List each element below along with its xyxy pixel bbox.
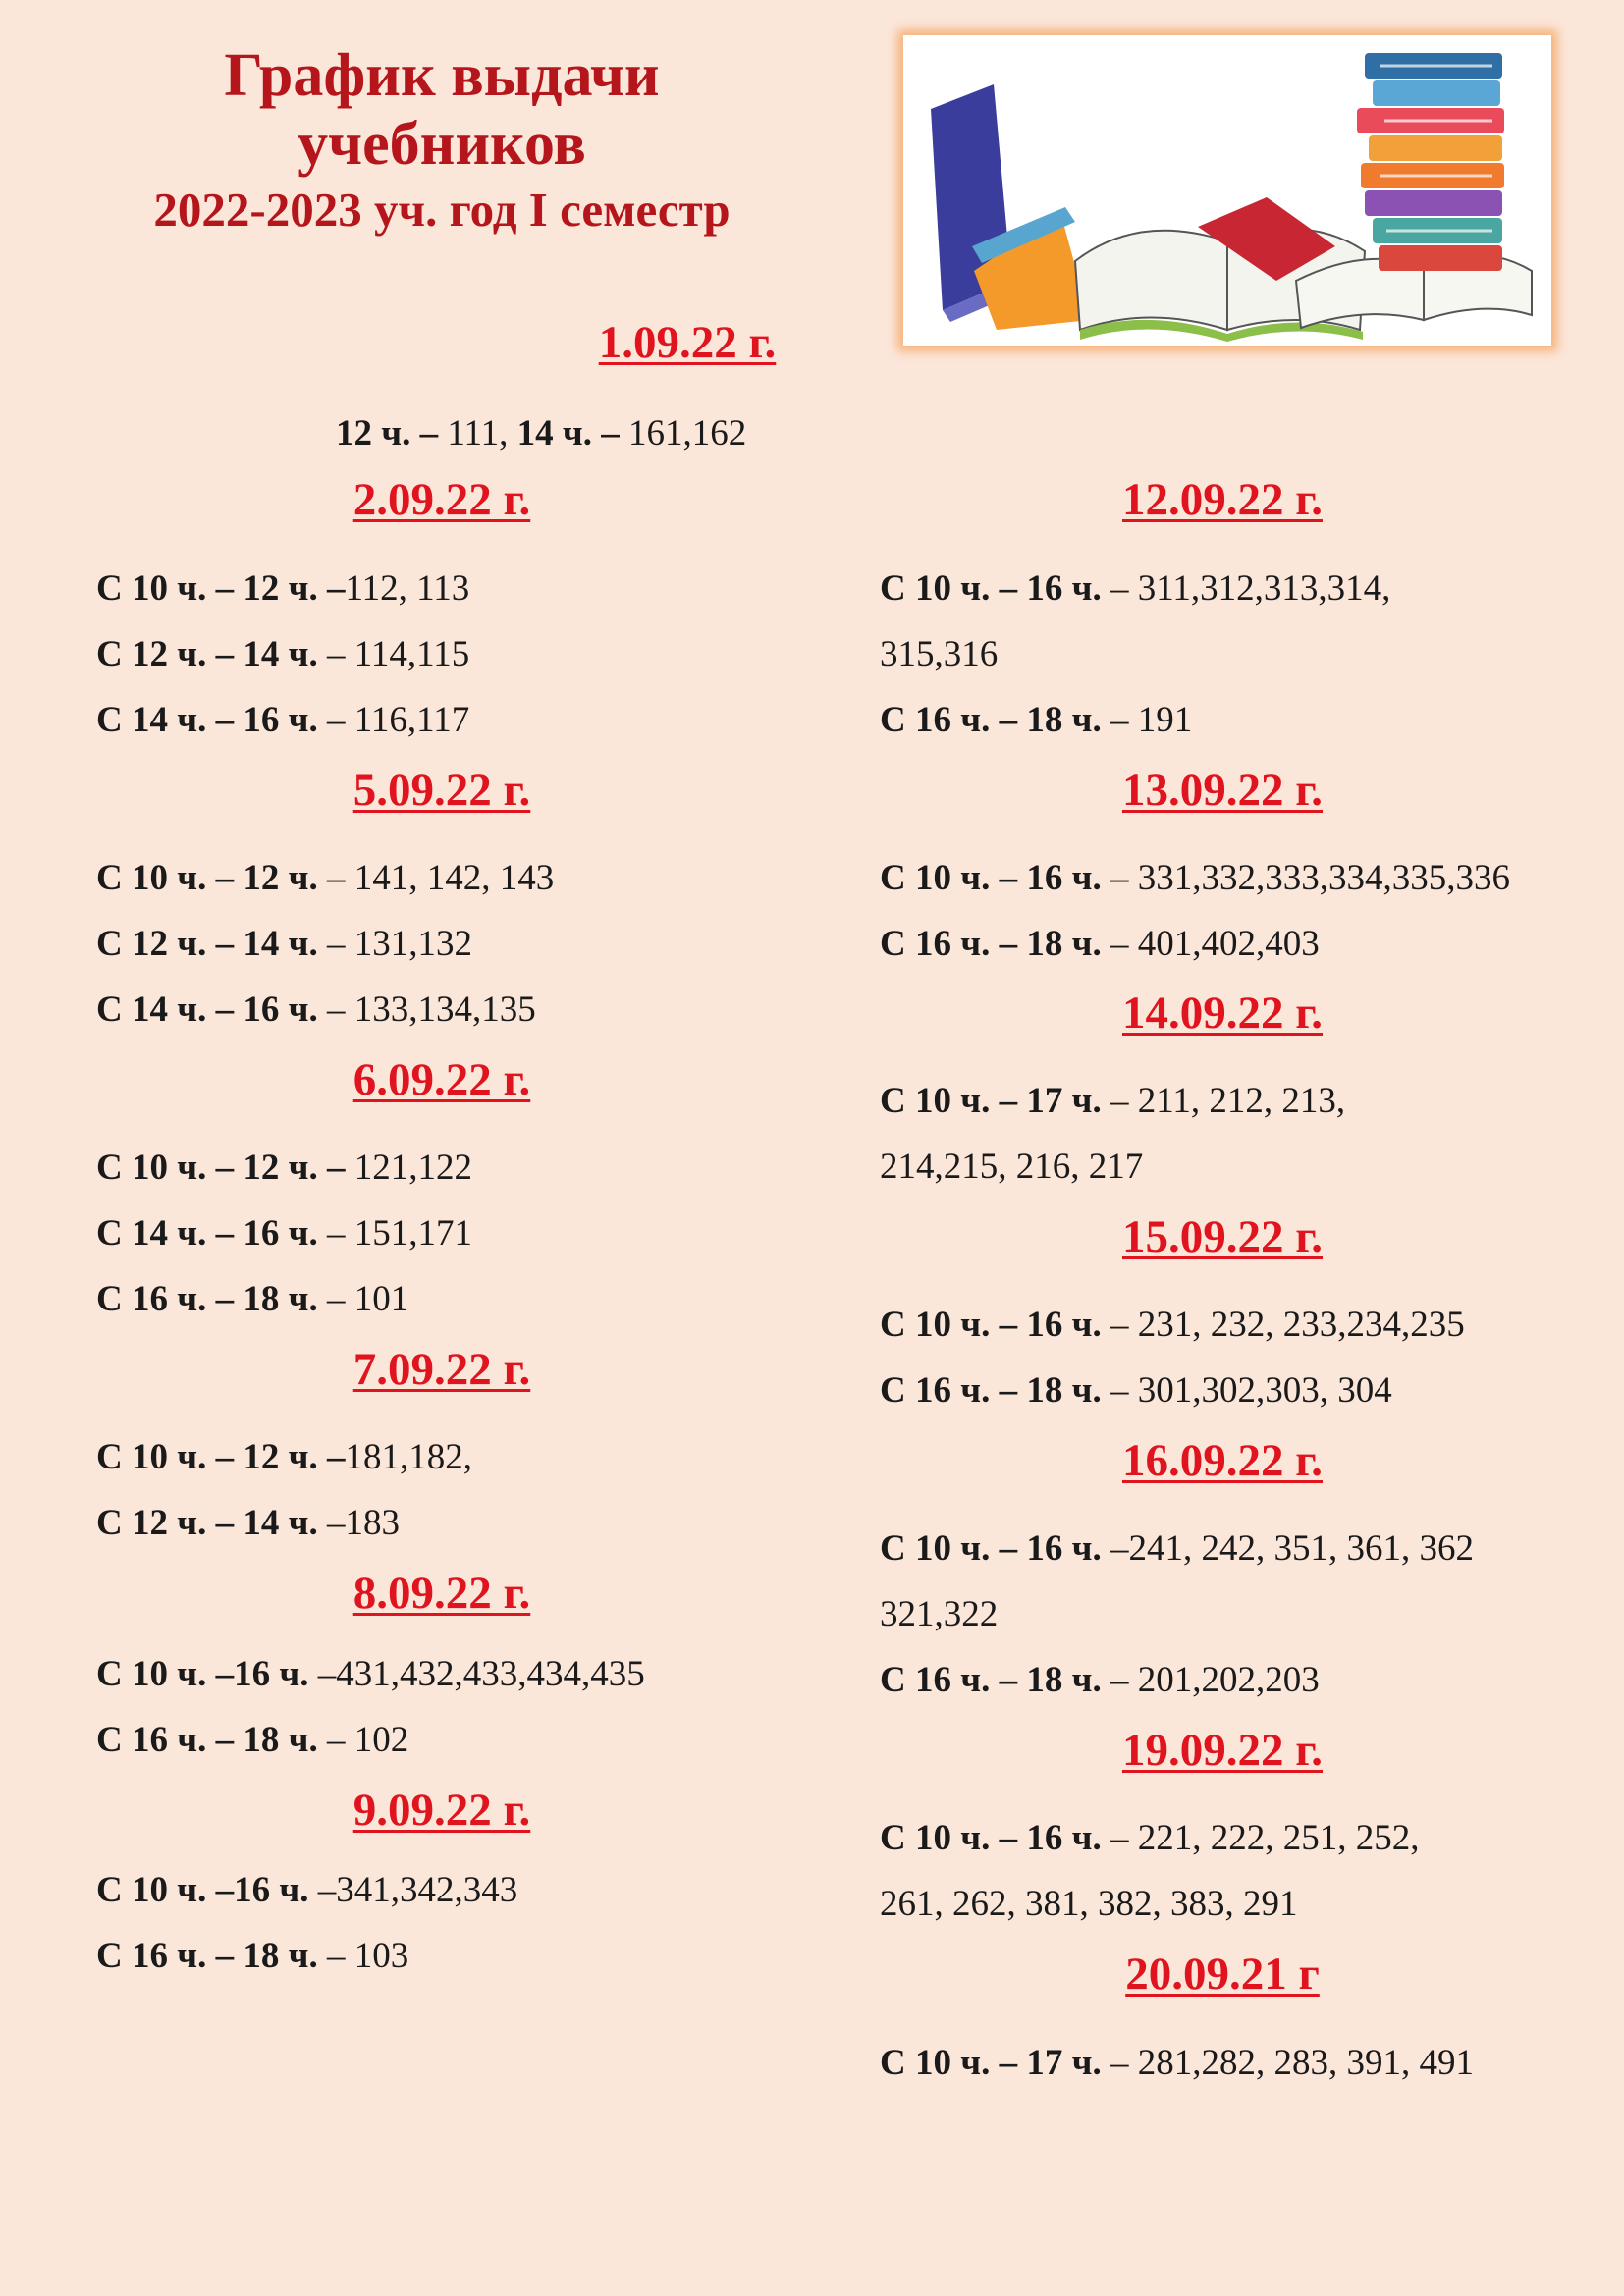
schedule-row: 321,322 <box>880 1594 999 1634</box>
schedule-row: С 10 ч. – 17 ч. – 281,282, 283, 391, 491 <box>880 2043 1474 2083</box>
books-illustration <box>903 35 1551 346</box>
time-range: 14 ч. – <box>516 413 620 454</box>
schedule-row: С 10 ч. – 12 ч. – 121,122 <box>96 1148 472 1188</box>
schedule-row: С 10 ч. – 16 ч. – 231, 232, 233,234,235 <box>880 1305 1465 1345</box>
schedule-row: 261, 262, 381, 382, 383, 291 <box>880 1884 1298 1924</box>
title-line-1: График выдачи <box>224 42 660 109</box>
title-line-2: учебников <box>298 111 586 178</box>
schedule-row: С 12 ч. – 14 ч. –183 <box>96 1503 400 1543</box>
schedule-row: С 14 ч. – 16 ч. – 133,134,135 <box>96 989 536 1030</box>
date-heading: 7.09.22 г. <box>352 1344 531 1395</box>
first-day-schedule <box>336 412 746 454</box>
schedule-row: С 10 ч. – 12 ч. – 141, 142, 143 <box>96 858 555 898</box>
time-range: 12 ч. – <box>336 413 439 454</box>
date-heading: 6.09.22 г. <box>352 1054 531 1105</box>
group-numbers: 111, <box>438 413 517 454</box>
date-heading: 16.09.22 г. <box>1121 1435 1324 1486</box>
schedule-row: С 10 ч. –16 ч. –341,342,343 <box>96 1870 518 1910</box>
date-heading: 8.09.22 г. <box>352 1568 531 1619</box>
date-heading: 15.09.22 г. <box>1121 1211 1324 1262</box>
date-heading: 12.09.22 г. <box>1121 474 1324 525</box>
schedule-row: С 16 ч. – 18 ч. – 301,302,303, 304 <box>880 1370 1392 1411</box>
date-heading: 14.09.22 г. <box>1121 988 1324 1039</box>
schedule-row: С 14 ч. – 16 ч. – 116,117 <box>96 700 470 740</box>
page-title <box>59 41 825 241</box>
schedule-row: С 10 ч. – 16 ч. – 221, 222, 251, 252, <box>880 1818 1420 1858</box>
schedule-row: С 10 ч. –16 ч. –431,432,433,434,435 <box>96 1654 645 1694</box>
schedule-row: С 16 ч. – 18 ч. – 101 <box>96 1279 409 1319</box>
schedule-row: 315,316 <box>880 634 999 674</box>
schedule-row: С 10 ч. – 16 ч. – 331,332,333,334,335,336 <box>880 858 1510 898</box>
schedule-row: С 16 ч. – 18 ч. – 103 <box>96 1936 409 1976</box>
date-heading: 2.09.22 г. <box>352 474 531 525</box>
schedule-row: С 10 ч. – 17 ч. – 211, 212, 213, <box>880 1081 1346 1121</box>
schedule-row: С 16 ч. – 18 ч. – 401,402,403 <box>880 924 1320 964</box>
schedule-row: С 10 ч. – 16 ч. – 311,312,313,314, <box>880 568 1391 609</box>
date-heading: 5.09.22 г. <box>352 765 531 816</box>
date-heading: 20.09.21 г <box>1125 1949 1320 2000</box>
schedule-row: 214,215, 216, 217 <box>880 1147 1144 1187</box>
schedule-row: С 10 ч. – 12 ч. –112, 113 <box>96 568 470 609</box>
date-heading: 19.09.22 г. <box>1121 1725 1324 1776</box>
schedule-row: С 10 ч. – 16 ч. –241, 242, 351, 361, 362 <box>880 1528 1474 1569</box>
date-heading: 1.09.22 г. <box>598 317 777 368</box>
date-heading: 13.09.22 г. <box>1121 765 1324 816</box>
schedule-row: С 16 ч. – 18 ч. – 201,202,203 <box>880 1660 1320 1700</box>
schedule-row: С 12 ч. – 14 ч. – 114,115 <box>96 634 470 674</box>
books-icon <box>903 35 1551 346</box>
group-numbers: 161,162 <box>619 413 747 454</box>
title-line-3: 2022-2023 уч. год I семестр <box>153 183 731 237</box>
date-heading: 9.09.22 г. <box>352 1785 531 1836</box>
schedule-row: С 12 ч. – 14 ч. – 131,132 <box>96 924 472 964</box>
schedule-row: С 16 ч. – 18 ч. – 191 <box>880 700 1193 740</box>
schedule-row: С 16 ч. – 18 ч. – 102 <box>96 1720 409 1760</box>
schedule-row: С 14 ч. – 16 ч. – 151,171 <box>96 1213 472 1254</box>
schedule-row: С 10 ч. – 12 ч. –181,182, <box>96 1437 472 1477</box>
